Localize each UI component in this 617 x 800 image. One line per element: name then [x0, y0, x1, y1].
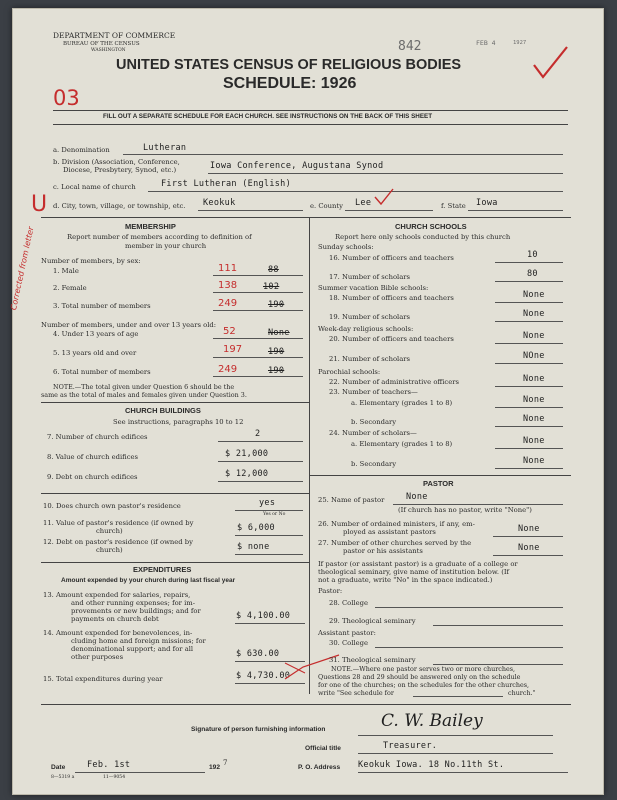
church-name-label: c. Local name of church [53, 183, 136, 191]
dept-label: DEPARTMENT OF COMMERCE [53, 31, 176, 40]
q5-new-value: 197 [223, 344, 243, 355]
q25-label: 25. Name of pastor [318, 496, 385, 504]
date-year-prefix: 192 [209, 764, 221, 771]
members-by-sex-label: Number of members, by sex: [41, 257, 141, 265]
expenditures-sub: Amount expended by your church during last fiscal year [61, 577, 236, 584]
q5-label: 5. 13 years old and over [53, 349, 137, 357]
state-label: f. State [441, 202, 466, 210]
buildings-title: CHURCH BUILDINGS [125, 406, 201, 415]
stamp-number: 842 [398, 39, 422, 54]
q27-value: None [518, 543, 540, 553]
q19-value: None [523, 309, 545, 319]
q14-line-4: other purposes [71, 653, 124, 661]
q15-value: $ 4,730.00 [236, 671, 291, 681]
weekday-schools-label: Week-day religious schools: [318, 325, 414, 333]
membership-note-1: NOTE.—The total given under Question 6 should be the [53, 383, 235, 391]
members-by-age-label: Number of members, under and over 13 years old: [41, 321, 217, 329]
q20-label: 20. Number of officers and teachers [329, 335, 454, 343]
q26-value: None [518, 524, 540, 534]
po-address-label: P. O. Address [298, 764, 341, 771]
assistant-pastor-subhead: Assistant pastor: [318, 629, 376, 637]
q20-value: None [523, 331, 545, 341]
membership-title: MEMBERSHIP [125, 222, 176, 231]
q10-hint: Yes or No [263, 512, 286, 517]
q13-line-3: provements or new buildings; and for [71, 607, 201, 615]
q6-label: 6. Total number of members [53, 368, 151, 376]
q22-value: None [523, 374, 545, 384]
stamp-year: 1927 [513, 40, 527, 46]
q23a-label: a. Elementary (grades 1 to 8) [351, 399, 453, 407]
form-subtitle: SCHEDULE: 1926 [223, 75, 357, 92]
stamp-date: FEB 4 [476, 39, 496, 47]
q25-value: None [406, 492, 428, 502]
q24-label: 24. Number of scholars— [329, 429, 417, 437]
division-label: b. Division (Association, Conference, [53, 158, 180, 166]
q19-label: 19. Number of scholars [329, 313, 411, 321]
q13-line-4: payments on church debt [71, 615, 159, 623]
q24b-value: None [523, 456, 545, 466]
q28-label: 28. College [329, 599, 369, 607]
q24a-label: a. Elementary (grades 1 to 8) [351, 440, 453, 448]
q9-label: 9. Debt on church edifices [47, 473, 138, 481]
official-title-value: Treasurer. [383, 741, 438, 751]
q7-value: 2 [255, 429, 261, 439]
q14-value: $ 630.00 [236, 649, 280, 659]
membership-sub-2: member in your church [125, 242, 207, 250]
q14-line-1: 14. Amount expended for benevolences, in- [43, 629, 193, 637]
q24b-label: b. Secondary [351, 460, 397, 468]
q1-label: 1. Male [53, 267, 79, 275]
form-code: 8—5319 a [51, 775, 75, 780]
pastor-note-4: write "See schedule for [318, 689, 394, 697]
pastor-note-3: for one of the churches; on the schedules for the other churches, [318, 681, 530, 689]
membership-note-2: same as the total of males and females given under Question 3. [41, 391, 247, 399]
pastor-note-2: Questions 28 and 29 should be answered only on the schedule [318, 673, 521, 681]
q21-label: 21. Number of scholars [329, 355, 411, 363]
q16-label: 16. Number of officers and teachers [329, 254, 454, 262]
q29-label: 29. Theological seminary [329, 617, 416, 625]
division-value: Iowa Conference, Augustana Synod [210, 161, 384, 171]
margin-mark: U [31, 192, 48, 217]
sunday-schools-label: Sunday schools: [318, 243, 374, 251]
q27-label-2: pastor or his assistants [343, 547, 423, 555]
pastor-note-5: church." [508, 689, 536, 697]
q1-old-value: 88 [268, 265, 279, 275]
q24a-value: None [523, 436, 545, 446]
denomination-label: a. Denomination [53, 146, 110, 154]
q3-new-value: 249 [218, 298, 238, 309]
q5-old-value: 190 [268, 347, 285, 357]
q26-label-2: ployed as assistant pastors [343, 528, 436, 536]
q14-line-3: denominational support; and for all [71, 645, 194, 653]
pastor-note-1: NOTE.—Where one pastor serves two or more churches, [331, 665, 516, 673]
q23b-value: None [523, 414, 545, 424]
q17-label: 17. Number of scholars [329, 273, 411, 281]
county-value: Lee [355, 198, 372, 208]
q6-new-value: 249 [218, 364, 238, 375]
signature-value: C. W. Bailey [381, 711, 483, 731]
date-value: Feb. 1st [87, 760, 131, 770]
q23b-label: b. Secondary [351, 418, 397, 426]
bureau-label: BUREAU OF THE CENSUS [63, 41, 140, 47]
q1-new-value: 111 [218, 263, 238, 274]
graduate-note-1: If pastor (or assistant pastor) is a graduate of a college or [318, 560, 518, 568]
q4-new-value: 52 [223, 326, 236, 337]
q13-value: $ 4,100.00 [236, 611, 291, 621]
summer-schools-label: Summer vacation Bible schools: [318, 284, 429, 292]
state-value: Iowa [476, 198, 498, 208]
q23a-value: None [523, 395, 545, 405]
q16-value: 10 [527, 250, 538, 260]
q8-value: $ 21,000 [225, 449, 269, 459]
official-title-label: Official title [305, 745, 341, 752]
county-check-mark [373, 187, 395, 207]
graduate-note-3: not a graduate, write "No" in the space indicated.) [318, 576, 493, 584]
q12-value: $ none [237, 542, 270, 552]
division-label-2: Diocese, Presbytery, Synod, etc.) [63, 166, 177, 174]
q7-label: 7. Number of church edifices [47, 433, 148, 441]
pastor-title: PASTOR [423, 479, 454, 488]
q21-value: NOne [523, 351, 545, 361]
q17-value: 80 [527, 269, 538, 279]
census-schedule-form [9, 8, 604, 795]
county-label: e. County [310, 202, 343, 210]
q3-label: 3. Total number of members [53, 302, 151, 310]
q4-label: 4. Under 13 years of age [53, 330, 139, 338]
q15-label: 15. Total expenditures during year [43, 675, 163, 683]
city-label: WASHINGTON [91, 48, 126, 53]
denomination-value: Lutheran [143, 143, 187, 153]
instruction-banner: FILL OUT A SEPARATE SCHEDULE FOR EACH CHURCH. SEE INSTRUCTIONS ON THE BACK OF THIS SHEET [103, 113, 433, 120]
schools-sub: Report here only schools conducted by this church [335, 233, 511, 241]
q18-value: None [523, 290, 545, 300]
church-name-value: First Lutheran (English) [161, 179, 292, 189]
q14-line-2: cluding home and foreign missions; for [71, 637, 206, 645]
q8-label: 8. Value of church edifices [47, 453, 139, 461]
q23-label: 23. Number of teachers— [329, 388, 418, 396]
q31-label: 31. Theological seminary [329, 656, 416, 664]
red-code-mark: 03 [53, 86, 80, 110]
q2-old-value: 102 [263, 282, 280, 292]
q11-label-2: church) [96, 527, 123, 535]
q2-new-value: 138 [218, 280, 238, 291]
q6-old-value: 190 [268, 366, 285, 376]
signature-label: Signature of person furnishing information [191, 726, 326, 733]
q10-label: 10. Does church own pastor's residence [43, 502, 181, 510]
date-label: Date [51, 764, 66, 771]
city-value: Keokuk [203, 198, 236, 208]
q10-value: yes [259, 498, 276, 508]
form-title: UNITED STATES CENSUS OF RELIGIOUS BODIES [116, 57, 462, 73]
expenditures-title: EXPENDITURES [133, 565, 192, 574]
q12-label-2: church) [96, 546, 123, 554]
schools-title: CHURCH SCHOOLS [395, 222, 467, 231]
q26-label: 26. Number of ordained ministers, if any, em- [318, 520, 475, 528]
q22-label: 22. Number of administrative officers [329, 378, 459, 386]
q13-line-1: 13. Amount expended for salaries, repairs, [43, 591, 191, 599]
parochial-schools-label: Parochial schools: [318, 368, 381, 376]
red-check-mark [531, 45, 571, 81]
membership-sub-1: Report number of members according to definition of [67, 233, 252, 241]
q11-label: 11. Value of pastor's residence (if owned by [43, 519, 194, 527]
q13-line-2: and other running expenses; for im- [71, 599, 196, 607]
q12-label: 12. Debt on pastor's residence (if owned by [43, 538, 193, 546]
q18-label: 18. Number of officers and teachers [329, 294, 454, 302]
graduate-note-2: theological seminary, give name of institution below. (If [318, 568, 510, 576]
q30-label: 30. College [329, 639, 369, 647]
q2-label: 2. Female [53, 284, 87, 292]
q3-old-value: 190 [268, 300, 285, 310]
po-address-value: Keokuk Iowa. 18 No.11th St. [358, 760, 505, 770]
print-code: 11—9054 [103, 775, 126, 780]
buildings-sub: See instructions, paragraphs 10 to 12 [113, 418, 244, 426]
q11-value: $ 6,000 [237, 523, 275, 533]
q9-value: $ 12,000 [225, 469, 269, 479]
q4-old-value: None [268, 328, 290, 338]
city-label-field: d. City, town, village, or township, etc. [53, 202, 186, 210]
q27-label: 27. Number of other churches served by the [318, 539, 472, 547]
date-year-suffix: 7 [223, 759, 228, 767]
q25-hint: (If church has no pastor, write "None") [398, 506, 532, 514]
pastor-subhead: Pastor: [318, 587, 343, 595]
margin-correction-note: Corrected from letter [9, 225, 36, 311]
